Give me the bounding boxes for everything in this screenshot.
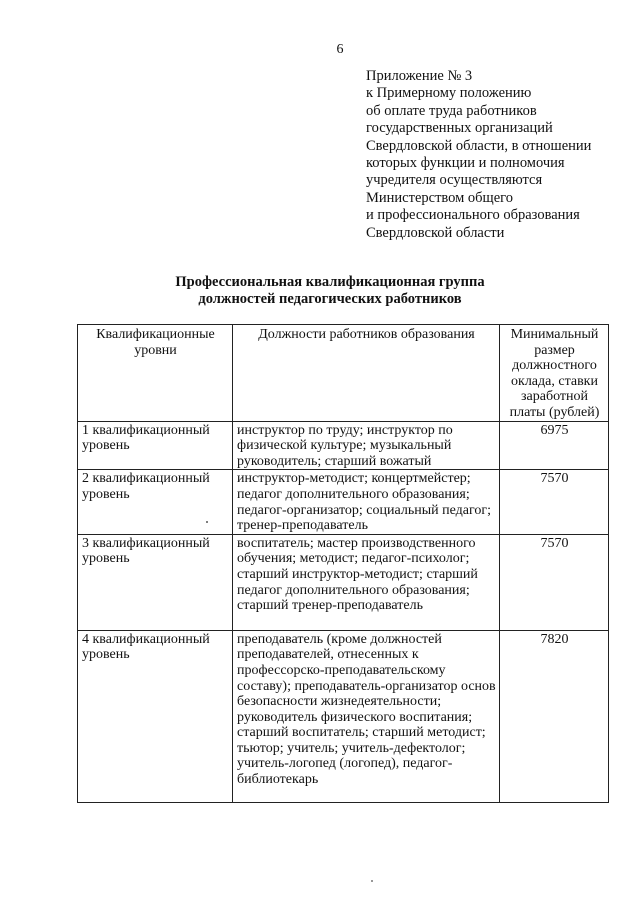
cell-level: 1 квалификационный уровень bbox=[78, 421, 233, 470]
cell-salary: 7570 bbox=[500, 534, 609, 630]
cell-level: 2 квалификационный уровень bbox=[78, 470, 233, 534]
scan-speck bbox=[206, 521, 208, 523]
appendix-line: учредителя осуществляются bbox=[366, 172, 543, 189]
cell-positions: преподаватель (кроме должностей преподавателей, отнесенных к профессорско-преподавательскому составу); преподаватель-организатор основ безопасности жизнедеятельности; руководитель физического воспитания; старший воспитатель; старший методист; тьютор; учитель; учитель-дефектолог; учитель-логопед (логопед), педагог-библиотекарь bbox=[233, 630, 500, 802]
title-line: должностей педагогических работников bbox=[198, 291, 462, 307]
cell-salary: 7820 bbox=[500, 630, 609, 802]
cell-salary: 7570 bbox=[500, 470, 609, 534]
cell-level: 3 квалификационный уровень bbox=[78, 534, 233, 630]
cell-positions: инструктор по труду; инструктор по физической культуре; музыкальный руководитель; старший вожатый bbox=[233, 421, 500, 470]
table-row bbox=[78, 630, 609, 802]
header-positions: Должности работников образования bbox=[233, 325, 500, 422]
cell-salary: 6975 bbox=[500, 421, 609, 470]
header-salary: Минимальный размер должностного оклада, ставки заработной платы (рублей) bbox=[500, 325, 609, 422]
appendix-line: Свердловской области bbox=[366, 224, 505, 241]
cell-level: 4 квалификационный уровень bbox=[78, 630, 233, 802]
cell-positions: инструктор-методист; концертмейстер; педагог дополнительного образования; педагог-организатор; социальный педагог; тренер-преподаватель bbox=[233, 470, 500, 534]
table-row bbox=[78, 470, 609, 534]
appendix-note bbox=[366, 68, 628, 242]
appendix-line: об оплате труда работников bbox=[366, 102, 537, 119]
appendix-line: Министерством общего bbox=[366, 189, 513, 206]
scan-speck bbox=[371, 880, 373, 882]
appendix-line: к Примерному положению bbox=[366, 85, 532, 102]
table-row bbox=[78, 421, 609, 470]
appendix-line: Приложение № 3 bbox=[366, 68, 473, 84]
table-row bbox=[78, 534, 609, 630]
cell-positions: воспитатель; мастер производственного обучения; методист; педагог-психолог; старший инструктор-методист; старший педагог дополнительного образования; старший тренер-преподаватель bbox=[233, 534, 500, 630]
appendix-line: Свердловской области, в отношении bbox=[366, 137, 592, 154]
document-title bbox=[40, 274, 620, 308]
appendix-line: и профессионального образования bbox=[366, 207, 580, 224]
page-number: 6 bbox=[336, 42, 344, 57]
appendix-line: государственных организаций bbox=[366, 120, 553, 137]
title-line: Профессиональная квалификационная группа bbox=[175, 274, 485, 290]
header-level: Квалификационные уровни bbox=[78, 325, 233, 422]
qualification-table bbox=[77, 324, 609, 803]
table-header-row bbox=[78, 325, 609, 422]
appendix-line: которых функции и полномочия bbox=[366, 155, 565, 172]
